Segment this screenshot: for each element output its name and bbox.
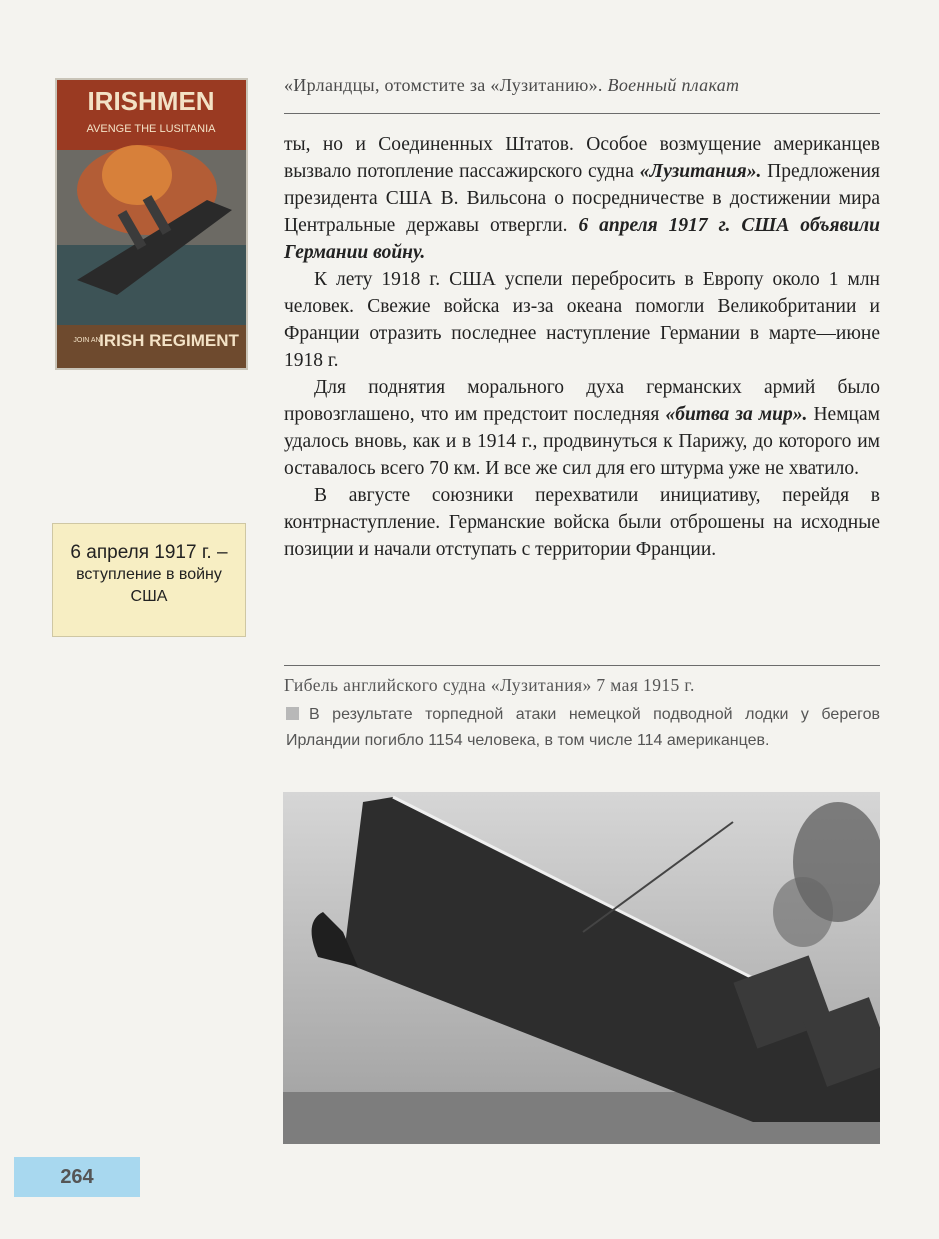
paragraph-1: [284, 131, 880, 266]
poster-footer: IRISH REGIMENT: [99, 331, 239, 350]
photo-rule: [284, 665, 880, 666]
date-sidebox: [52, 523, 246, 637]
page-number: 264: [14, 1157, 140, 1197]
poster-image: [55, 78, 248, 370]
poster-footer-prefix: JOIN AN: [73, 337, 101, 344]
paragraph-1-term: «Лузитания».: [639, 161, 762, 182]
poster-headline: IRISHMEN: [87, 86, 215, 116]
poster-caption-text: «Ирландцы, отомстите за «Лузитанию».: [284, 75, 603, 95]
ship-photo: [283, 792, 880, 1144]
photo-note-text: В результате торпедной атаки немецкой подводной лодки у берегов Ирландии погибло 1154 человека, в том числе 114 американцев.: [286, 706, 880, 749]
paragraph-2: К лету 1918 г. США успели перебросить в Европу около 1 млн человек. Свежие войска из-за океана помогли Великобритании и Франции отразить последнее наступление Германии в марте—июне 1918 г.: [284, 269, 880, 371]
paragraph-1-text-c: Предложения президента США В. Вильсона о посредничестве в достижении мира Центральные державы отвергли.: [284, 161, 880, 236]
paragraph-3: [284, 374, 880, 482]
paragraph-4: В августе союзники перехватили инициативу, перейдя в контрнаступление. Германские войска были отброшены на исходные позиции и начали отступать с территории Франции.: [284, 485, 880, 560]
poster-subline: AVENGE THE LUSITANIA: [86, 123, 216, 135]
sidebox-line-2: США: [130, 588, 168, 605]
paragraph-3-text-a: Для поднятия морального духа германских армий было провозглашено, что им предстоит последняя: [284, 377, 880, 425]
sidebox-line-1: вступление в войну: [76, 566, 222, 583]
poster-caption: [284, 75, 882, 96]
bullet-square-icon: [286, 707, 299, 720]
main-text: [284, 131, 880, 563]
top-rule: [284, 113, 880, 114]
poster-caption-italic: Военный плакат: [607, 75, 740, 95]
sidebox-date: 6 апреля 1917 г. –: [70, 542, 228, 563]
paragraph-1-text-a: ты, но и Соединенных Штатов. Особое возмущение американцев вызвало потопление пассажирского судна: [284, 134, 880, 182]
photo-title: Гибель английского судна «Лузитания» 7 мая 1915 г.: [284, 675, 695, 695]
paragraph-1-emphasis: 6 апреля 1917 г. США объявили Германии войну.: [284, 215, 880, 263]
paragraph-3-text-c: Немцам удалось вновь, как и в 1914 г., продвинуться к Парижу, до которого им оставалось всего 70 км. И все же сил для его штурма уже не хватило.: [284, 404, 880, 479]
paragraph-3-term: «битва за мир».: [665, 404, 808, 425]
photo-note: [286, 702, 880, 754]
